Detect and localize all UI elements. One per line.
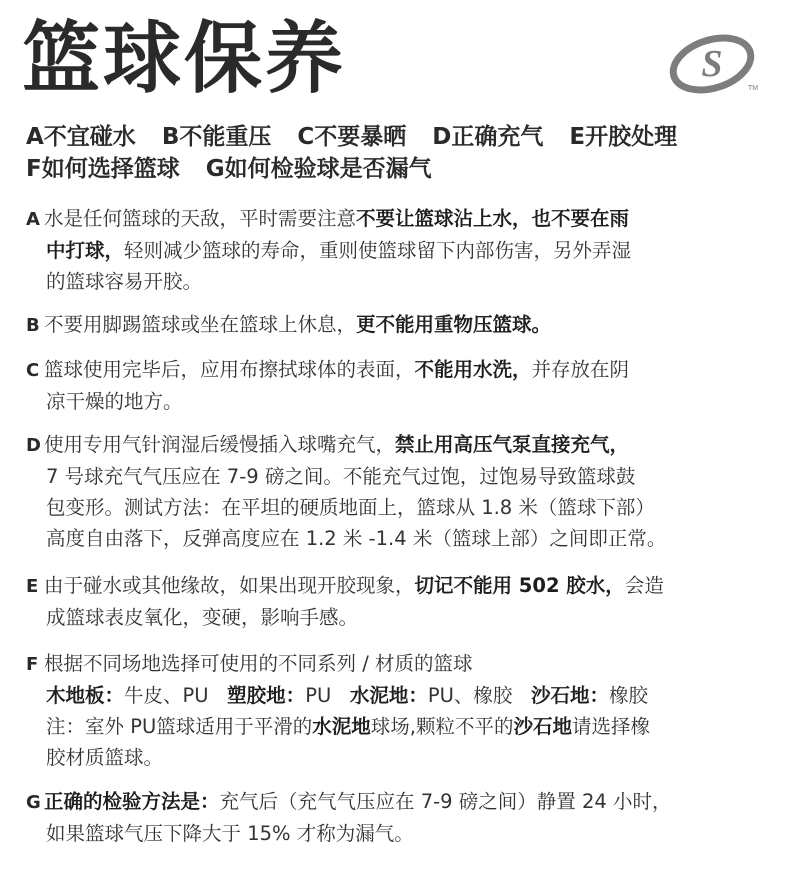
section-letter: G — [26, 792, 41, 813]
brand-logo — [668, 30, 760, 98]
court-label: 木地板： — [46, 684, 125, 707]
section-b — [26, 309, 774, 341]
toc-row-2 — [26, 153, 776, 185]
section-text: 轻则减少篮球的寿命，重则使篮球留下内部伤害，另外弄湿 — [124, 239, 632, 262]
section-letter: C — [26, 360, 40, 381]
table-of-contents — [26, 121, 776, 185]
section-f — [26, 648, 774, 773]
section-c — [26, 354, 774, 417]
section-letter: A — [26, 209, 40, 230]
toc-item: A不宜碰水 — [26, 124, 136, 150]
page-title: 篮球保养 — [22, 14, 347, 104]
section-text: 7 号球充气气压应在 7-9 磅之间。不能充气过饱，过饱易导致篮球鼓 — [46, 465, 636, 488]
toc-item: G如何检验球是否漏气 — [205, 156, 432, 182]
toc-item: E开胶处理 — [569, 124, 678, 150]
court-label: 沙石地： — [531, 684, 610, 707]
section-text: 凉干燥的地方。 — [46, 390, 183, 413]
section-text: 球场,颗粒不平的 — [370, 715, 514, 738]
toc-item: F如何选择篮球 — [26, 156, 180, 182]
toc-row-1 — [26, 121, 776, 153]
section-emphasis: 正确的检验方法是： — [44, 790, 220, 813]
section-emphasis: 沙石地 — [513, 715, 572, 738]
section-emphasis: 切记不能用 502 胶水， — [414, 574, 625, 597]
section-text: 篮球使用完毕后，应用布擦拭球体的表面， — [44, 358, 415, 381]
section-text: 水是任何篮球的天敌，平时需要注意 — [44, 207, 357, 230]
toc-item: B不能重压 — [161, 124, 272, 150]
section-text: 并存放在阴 — [531, 358, 630, 381]
section-emphasis: 中打球， — [46, 239, 125, 262]
court-material: 橡胶 — [609, 684, 649, 707]
section-g — [26, 786, 774, 849]
section-text: 根据不同场地选择可使用的不同系列 / 材质的篮球 — [44, 652, 473, 675]
court-material: 牛皮、PU — [124, 684, 209, 707]
section-letter: F — [26, 654, 39, 675]
section-text: 高度自由落下，反弹高度应在 1.2 米 -1.4 米（篮球上部）之间即正常。 — [46, 527, 667, 550]
section-text: 不要用脚踢篮球或坐在篮球上休息， — [44, 313, 357, 336]
section-text: 胶材质篮球。 — [46, 746, 164, 769]
section-e — [26, 570, 774, 633]
section-text: 使用专用气针润湿后缓慢插入球嘴充气， — [44, 433, 396, 456]
logo-tm: TM — [748, 85, 759, 92]
section-letter: B — [26, 315, 40, 336]
court-label: 塑胶地： — [227, 684, 306, 707]
court-material: PU、橡胶 — [427, 684, 513, 707]
section-text: 注：室外 PU篮球适用于平滑的 — [46, 715, 313, 738]
section-emphasis: 不要让篮球沾上水，也不要在雨 — [356, 207, 630, 230]
section-text: 如果篮球气压下降大于 15% 才称为漏气。 — [46, 822, 414, 845]
section-letter: D — [26, 435, 41, 456]
section-emphasis: 禁止用高压气泵直接充气， — [395, 433, 630, 456]
section-emphasis: 更不能用重物压篮球。 — [356, 313, 552, 336]
section-letter: E — [26, 576, 39, 597]
section-text: 成篮球表皮氧化，变硬，影响手感。 — [46, 606, 359, 629]
section-emphasis: 水泥地 — [312, 715, 371, 738]
section-text: 的篮球容易开胶。 — [46, 270, 203, 293]
court-material-list — [26, 680, 774, 711]
section-text: 会造 — [624, 574, 664, 597]
court-label: 水泥地： — [349, 684, 428, 707]
section-emphasis: 不能用水洗， — [414, 358, 532, 381]
section-text: 充气后（充气气压应在 7-9 磅之间）静置 24 小时， — [219, 790, 672, 813]
toc-item: C不要暴晒 — [297, 124, 407, 150]
section-text: 包变形。测试方法：在平坦的硬质地面上，篮球从 1.8 米（篮球下部） — [46, 496, 655, 519]
section-text: 由于碰水或其他缘故，如果出现开胶现象， — [44, 574, 415, 597]
logo-mark: S — [701, 43, 723, 85]
section-text: 请选择橡 — [571, 715, 650, 738]
toc-item: D正确充气 — [432, 124, 544, 150]
section-d — [26, 429, 774, 554]
court-material: PU — [305, 684, 332, 707]
section-a — [26, 203, 774, 297]
